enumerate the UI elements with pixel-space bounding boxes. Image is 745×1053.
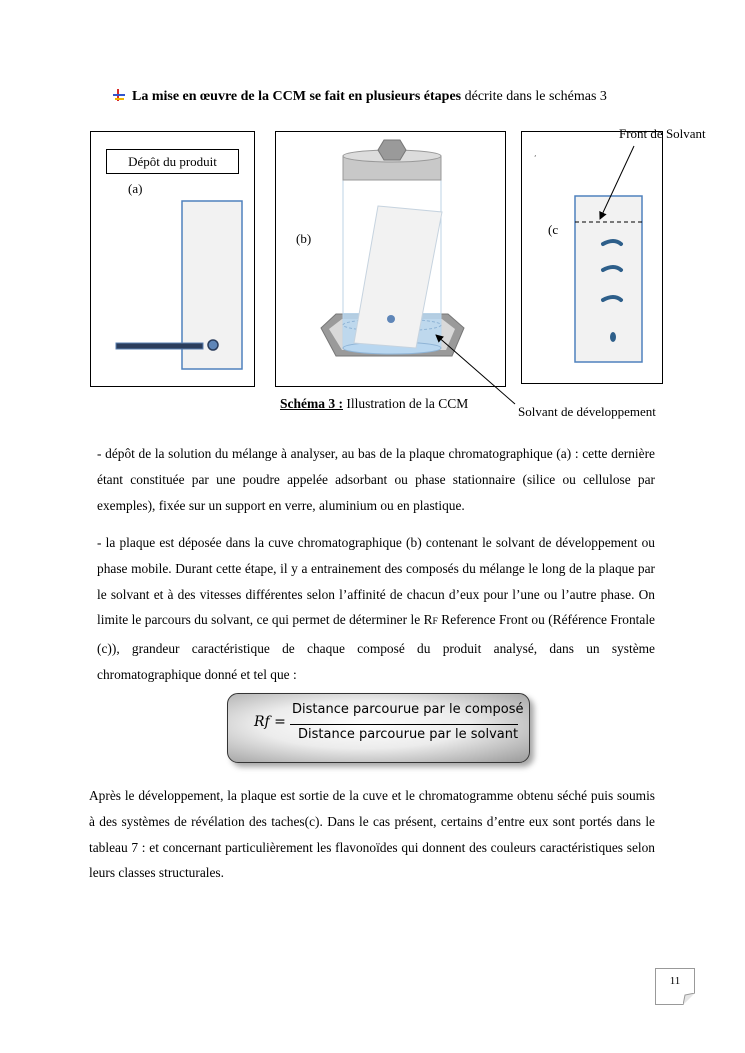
label-a: (a) [128, 181, 143, 196]
page-number: 11 [669, 975, 681, 987]
caption-rest: Illustration de la CCM [343, 396, 469, 411]
front-label: Front de Solvant [619, 126, 706, 141]
svg-text:,: , [534, 149, 537, 158]
paragraph-2-before: - la plaque est déposée dans la cuve chromatographique (b) contenant le solvant de développement ou phase mobile. Durant cette étape, il y a entrainement des composés du mélange le long de la plaque par le solvant et à des vitesses différentes selon l’affinité de chacun d’eux pour l’une ou l’autre phase. On limite le parcours du solvant, ce qui permet de déterminer le R [97, 535, 655, 628]
solvent-label: Solvant de développement [518, 404, 656, 419]
paragraph-3: Après le développement, la plaque est sortie de la cuve et le chromatogramme obtenu séché puis soumis à des systèmes de révélation des taches(c). Dans le cas présent, certains d’entre eux sont portés dans le tableau 7 : et concernant particulièrement les flavonoïdes qui donnent des couleurs caractéristiques selon leurs classes structurales. [89, 788, 655, 881]
caption-bold: Schéma 3 : [280, 396, 343, 411]
fraction-line [290, 724, 518, 725]
rf-subscript: F [432, 617, 438, 628]
annotation-arrows [0, 0, 745, 420]
page-curl-icon [683, 993, 695, 1005]
formula-denominator: Distance parcourue par le solvant [298, 727, 519, 742]
formula-numerator: Distance parcourue par le composé [292, 702, 524, 717]
formula-lhs: Rf = [254, 714, 286, 730]
paragraph-1: - dépôt de la solution du mélange à analyser, au bas de la plaque chromatographique (a) : cette dernière étant constituée par une poudre appelée adsorbant ou phase stationnaire (silice ou cellulose par exemples), fixée sur un support en verre, aluminium ou en plastique. [97, 446, 655, 513]
label-c: (c [548, 222, 559, 237]
formula-box [227, 693, 530, 763]
heading-bold: La mise en œuvre de la CCM se fait en plusieurs étapes [132, 89, 462, 104]
solvent-arrow [436, 335, 515, 404]
figure-caption [280, 396, 468, 412]
paragraph-2-after: Reference Front ou (Référence Frontale (c)), grandeur caractéristique de chaque composé du produit analysé, dans un système chromatographique donné et tel que : [97, 612, 655, 682]
paragraph-2 [97, 530, 655, 688]
page-number-box [655, 968, 695, 1005]
deposit-label: Dépôt du produit [128, 154, 217, 169]
label-b: (b) [296, 231, 312, 246]
heading-rest: décrite dans le schémas 3 [461, 89, 607, 104]
front-arrow [600, 146, 634, 219]
